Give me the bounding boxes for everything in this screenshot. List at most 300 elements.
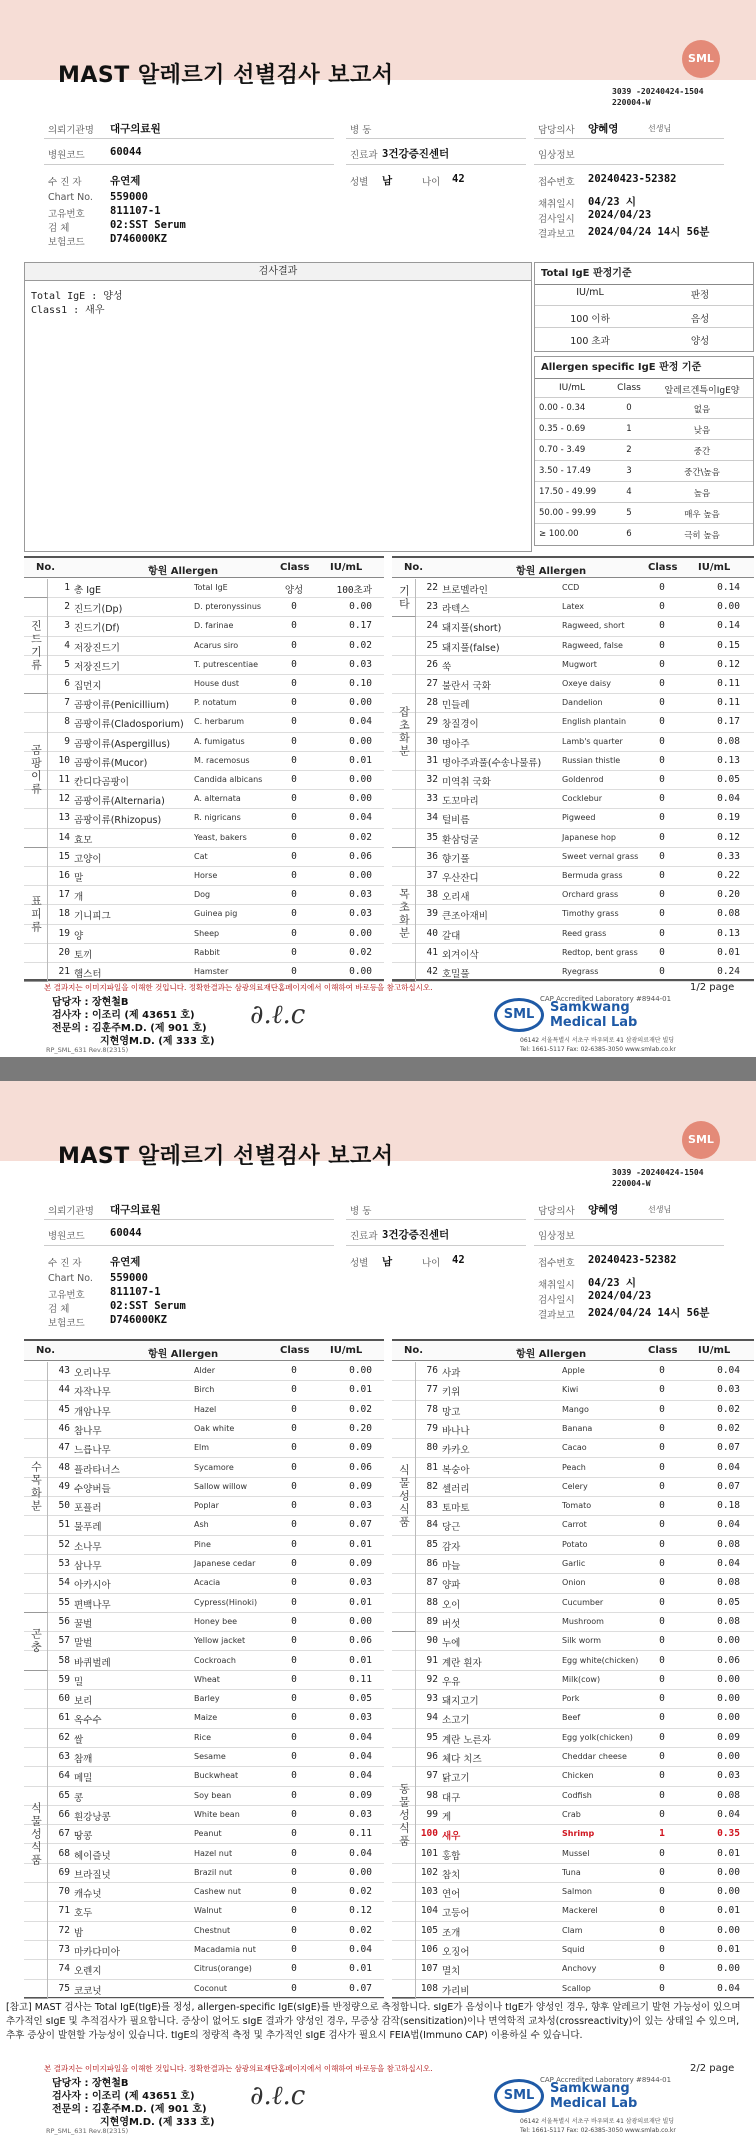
- criteria-class: 5: [626, 508, 632, 518]
- form-id: RP_SML_631 Rev.8(2315): [46, 2127, 129, 2135]
- criteria-range: 50.00 - 99.99: [539, 508, 597, 518]
- allergen-english: Oxeye daisy: [562, 679, 612, 688]
- allergen-english: Bermuda grass: [562, 871, 623, 880]
- specific-criteria-row: [535, 439, 753, 460]
- allergen-row: [392, 963, 754, 982]
- col-no: No.: [36, 562, 56, 573]
- allergen-iu: 0.11: [717, 678, 740, 689]
- allergen-english: Japanese cedar: [194, 1559, 256, 1568]
- allergen-korean: 진드기(Dp): [74, 604, 123, 616]
- allergen-iu: 0.08: [717, 1789, 740, 1801]
- allergen-english: Cypress(Hinoki): [194, 1597, 258, 1607]
- allergen-class: 0: [291, 1558, 297, 1569]
- sex-label: 성별: [350, 1258, 369, 1269]
- allergen-class: 0: [659, 1770, 665, 1782]
- allergen-row: [392, 1806, 754, 1825]
- allergen-row: [24, 944, 384, 963]
- allergen-english: Cockroach: [194, 1655, 236, 1665]
- allergen-class: 0: [291, 1365, 297, 1376]
- allergen-english: Birch: [194, 1385, 215, 1395]
- allergen-class: 0: [291, 658, 297, 670]
- allergen-iu: 0.08: [717, 735, 740, 747]
- ward-label: 병 동: [350, 1206, 372, 1217]
- allergen-korean: 아카시아: [74, 1580, 111, 1592]
- allergen-row: [24, 1459, 384, 1478]
- allergen-row: [392, 925, 754, 944]
- specific-ige-criteria: [534, 356, 754, 546]
- allergen-english: Dandelion: [562, 698, 603, 708]
- allergen-class: 0: [659, 1442, 665, 1454]
- allergen-english: Sallow willow: [194, 1481, 248, 1491]
- doctor-value: 양혜영: [588, 1204, 619, 1216]
- allergen-english: Timothy grass: [562, 909, 619, 919]
- allergen-iu: 0.35: [717, 1828, 740, 1840]
- dept-value: 3건강증진센터: [382, 1229, 450, 1241]
- allergen-class: 0: [291, 1461, 297, 1473]
- allergen-no: 35: [426, 831, 438, 843]
- allergen-row: [24, 1574, 384, 1593]
- barcode-value: D746000KZ: [110, 1314, 167, 1326]
- allergen-class: 0: [291, 1442, 297, 1454]
- allergen-english: Citrus(orange): [194, 1964, 252, 1974]
- chart-value: 559000: [110, 1272, 148, 1284]
- allergen-class: 0: [659, 639, 665, 651]
- allergen-row: [392, 1652, 754, 1671]
- allergen-korean: 연어: [442, 1889, 461, 1901]
- allergen-korean: 칸디다곰팡이: [74, 777, 130, 788]
- allergen-no: 3: [64, 620, 70, 632]
- allergen-row: [24, 1652, 384, 1671]
- allergen-no: 53: [58, 1558, 70, 1569]
- allergen-english: Mushroom: [562, 1616, 604, 1626]
- allergen-class: 0: [291, 1538, 297, 1550]
- allergen-english: D. farinae: [194, 621, 234, 631]
- allergen-class: 0: [659, 601, 665, 613]
- allergen-row: [392, 1825, 754, 1844]
- allergen-iu: 0.03: [349, 1500, 372, 1512]
- allergen-no: 29: [426, 716, 438, 728]
- sex-value: 남: [382, 175, 393, 187]
- criteria-range: 0.70 - 3.49: [539, 445, 586, 455]
- allergen-no: 92: [426, 1673, 438, 1685]
- allergen-english: Pigweed: [562, 813, 596, 823]
- allergen-no: 54: [58, 1577, 70, 1589]
- allergen-english: Beef: [562, 1713, 581, 1723]
- allergen-iu: 0.00: [349, 927, 372, 939]
- allergen-korean: 캐슈넛: [74, 1889, 102, 1901]
- allergen-row: [24, 963, 384, 982]
- allergen-english: Wheat: [194, 1674, 220, 1684]
- allergen-class: 0: [291, 793, 297, 805]
- allergen-class: 0: [291, 620, 297, 632]
- allergen-class: 0: [659, 812, 665, 824]
- allergen-english: Pine: [194, 1539, 211, 1549]
- allergen-korean: 헤이즐넛: [74, 1850, 111, 1862]
- allergen-no: 8: [64, 716, 70, 728]
- allergen-iu: 0.09: [349, 1558, 372, 1569]
- allergen-row: [392, 1478, 754, 1497]
- allergen-iu: 0.00: [349, 793, 372, 805]
- allergen-iu: 0.03: [717, 1384, 740, 1396]
- allergen-korean: 계란 흰자: [442, 1657, 482, 1669]
- allergen-no: 9: [64, 735, 70, 747]
- allergen-row: [392, 848, 754, 867]
- criteria-range: ≥ 100.00: [539, 529, 579, 539]
- allergen-row: [24, 1787, 384, 1806]
- allergen-no: 12: [58, 793, 70, 805]
- allergen-no: 99: [426, 1808, 438, 1820]
- allergen-english: Sesame: [194, 1752, 226, 1761]
- allergen-class: 0: [659, 1808, 665, 1820]
- allergen-row: [24, 579, 384, 598]
- allergen-iu: 0.02: [349, 1403, 372, 1415]
- allergen-no: 106: [420, 1944, 438, 1955]
- group-label: 동물성식품: [392, 1632, 416, 1999]
- allergen-iu: 0.14: [717, 620, 740, 632]
- allergen-row: [24, 1362, 384, 1381]
- allergen-english: Milk(cow): [562, 1674, 601, 1684]
- allergen-korean: 햄스터: [74, 969, 102, 980]
- allergen-korean: 가리비: [442, 1985, 470, 1997]
- allergen-iu: 0.03: [349, 889, 372, 901]
- allergen-class: 0: [659, 1365, 665, 1376]
- total-ige-criteria: [534, 262, 754, 352]
- col-iu: IU/mL: [330, 562, 363, 573]
- allergen-korean: 자작나무: [74, 1387, 111, 1399]
- allergen-english: Celery: [562, 1481, 588, 1491]
- allergen-row: [24, 1845, 384, 1864]
- allergen-row: [24, 1729, 384, 1748]
- tested-label: 검사일시: [538, 214, 575, 225]
- allergen-korean: 소나무: [74, 1541, 102, 1553]
- allergen-row: [24, 1671, 384, 1690]
- allergen-english: Silk worm: [562, 1636, 602, 1646]
- allergen-iu: 0.20: [349, 1422, 372, 1434]
- allergen-korean: 곰팡이류(Penicillium): [74, 700, 170, 712]
- allergen-iu: 0.09: [717, 1731, 740, 1743]
- allergen-iu: 0.05: [717, 774, 740, 785]
- allergen-row: [24, 733, 384, 752]
- allergen-iu: 0.04: [349, 1770, 372, 1782]
- allergen-korean: 느릅나무: [74, 1445, 111, 1457]
- total-criteria-title: Total IgE 판정기준: [535, 263, 753, 285]
- allergen-korean: 조개: [442, 1927, 461, 1939]
- signature-block: 담당자 : 장현철B 검사자 : 이조리 (제 43651 호) 전문의 : 김훈주M.D. (제 901 호) 지현영M.D. (제 333 호): [52, 997, 215, 1047]
- lab-address: 06142 서울특별시 서초구 바우뫼로 41 삼광의료재단 빌딩 Tel: 1661-5117 Fax: 02-6385-3050 www.smlab.co.kr: [520, 2118, 676, 2134]
- allergen-class: 0: [659, 927, 665, 939]
- allergen-no: 28: [426, 697, 438, 709]
- barcode-label: 보험코드: [48, 1318, 85, 1329]
- allergen-class: 0: [659, 1712, 665, 1724]
- allergen-row: [24, 1864, 384, 1883]
- allergen-korean: 곰팡이류(Rhizopus): [74, 815, 162, 827]
- uid-label: 고유번호: [48, 209, 85, 220]
- criteria-level: 낮음: [693, 426, 711, 436]
- barcode-label: 보험코드: [48, 237, 85, 248]
- result-header: 검사결과: [25, 263, 531, 281]
- allergen-iu: 0.08: [717, 1538, 740, 1550]
- name-label: 수 진 자: [48, 1258, 82, 1269]
- allergen-row: [24, 656, 384, 675]
- allergen-iu: 0.01: [349, 1538, 372, 1550]
- signature-image: ∂.ℓ.c: [250, 2081, 306, 2111]
- allergen-korean: 참깨: [74, 1754, 93, 1765]
- allergen-no: 83: [426, 1500, 438, 1512]
- lab-address: 06142 서울특별시 서초구 바우뫼로 41 삼광의료재단 빌딩 Tel: 1661-5117 Fax: 02-6385-3050 www.smlab.co.kr: [520, 1037, 676, 1053]
- allergen-english: Japanese hop: [562, 832, 616, 842]
- allergen-korean: 땅콩: [74, 1831, 93, 1843]
- allergen-english: Poplar: [194, 1501, 219, 1511]
- allergen-row: [24, 1806, 384, 1825]
- allergen-korean: 불란서 국화: [442, 681, 491, 692]
- uid-value: 811107-1: [110, 1286, 161, 1298]
- allergen-korean: 편백나무: [74, 1599, 111, 1611]
- allergen-no: 81: [426, 1461, 438, 1473]
- allergen-row: [392, 1497, 754, 1516]
- allergen-korean: 외겨이삭: [442, 949, 479, 961]
- allergen-no: 43: [58, 1365, 70, 1376]
- allergen-iu: 0.12: [717, 831, 740, 843]
- allergen-english: Hazel: [194, 1404, 217, 1414]
- allergen-english: Chicken: [562, 1771, 594, 1781]
- allergen-english: Banana: [562, 1423, 593, 1433]
- allergen-korean: 마카다미아: [74, 1947, 120, 1958]
- specific-criteria-row: [535, 523, 753, 544]
- allergen-iu: 0.00: [349, 697, 372, 709]
- allergen-korean: 키위: [442, 1387, 461, 1399]
- allergen-class: 0: [291, 1789, 297, 1801]
- allergen-row: [392, 1883, 754, 1902]
- allergen-english: Potato: [562, 1539, 588, 1549]
- code-value: 60044: [110, 146, 142, 158]
- allergen-english: Egg yolk(chicken): [562, 1732, 633, 1742]
- allergen-class: 0: [659, 1944, 665, 1955]
- allergen-korean: 호밀풀: [442, 969, 470, 980]
- allergen-row: [392, 1536, 754, 1555]
- allergen-class: 0: [659, 1519, 665, 1531]
- allergen-english: Rabbit: [194, 947, 220, 957]
- specific-criteria-col1: IU/mL: [558, 383, 586, 393]
- allergen-korean: 토끼: [74, 949, 93, 961]
- allergen-row: [24, 1420, 384, 1439]
- samkwang-logo: SML Samkwang Medical Lab: [494, 998, 637, 1032]
- reported-value: 2024/04/24 14시 56분: [588, 226, 710, 238]
- allergen-row: [392, 1420, 754, 1439]
- allergen-korean: 새우: [442, 1831, 461, 1843]
- allergen-iu: 0.04: [349, 716, 372, 728]
- table-header: [392, 1341, 754, 1361]
- age-label: 나이: [422, 1258, 441, 1269]
- allergen-english: Hazel nut: [194, 1848, 233, 1858]
- allergen-iu: 0.03: [349, 1808, 372, 1820]
- age-value: 42: [452, 173, 465, 185]
- allergen-row: [24, 925, 384, 944]
- allergen-english: Barley: [194, 1694, 220, 1704]
- allergen-no: 87: [426, 1577, 438, 1589]
- allergen-korean: 집먼지: [74, 681, 102, 692]
- allergen-no: 98: [426, 1789, 438, 1801]
- allergen-no: 49: [58, 1480, 70, 1492]
- col-allergen: 항원 Allergen: [148, 566, 219, 577]
- col-class: Class: [280, 1345, 310, 1356]
- allergen-class: 0: [291, 774, 297, 785]
- total-criteria-row: [535, 305, 753, 327]
- allergen-english: Goldenrod: [562, 775, 604, 784]
- allergen-korean: 곰팡이류(Cladosporium): [74, 719, 184, 731]
- allergen-class: 0: [659, 754, 665, 766]
- allergen-no: 70: [58, 1886, 70, 1898]
- total-criteria-col2: 판정: [690, 290, 710, 301]
- allergen-korean: 저장진드기: [74, 661, 120, 673]
- allergen-class: 0: [291, 1384, 297, 1396]
- allergen-korean: 고등어: [442, 1908, 470, 1920]
- allergen-row: [392, 790, 754, 809]
- allergen-no: 6: [64, 678, 70, 689]
- allergen-korean: 도꼬마리: [442, 796, 479, 808]
- collect-label: 채취일시: [538, 1280, 575, 1291]
- allergen-english: P. notatum: [194, 698, 237, 708]
- allergen-class: 0: [659, 1673, 665, 1685]
- allergen-no: 108: [420, 1982, 438, 1994]
- allergen-english: Horse: [194, 871, 218, 880]
- allergen-no: 72: [58, 1924, 70, 1936]
- allergen-no: 32: [426, 774, 438, 785]
- allergen-korean: 포플러: [74, 1503, 102, 1515]
- allergen-iu: 100초과: [336, 585, 372, 596]
- allergen-iu: 0.00: [717, 1963, 740, 1975]
- allergen-row: [392, 1613, 754, 1632]
- allergen-korean: 오징어: [442, 1947, 470, 1958]
- allergen-iu: 0.00: [717, 1673, 740, 1685]
- allergen-row: [24, 1902, 384, 1921]
- allergen-iu: 0.18: [717, 1500, 740, 1512]
- allergen-no: 44: [58, 1384, 70, 1396]
- receipt-value: 20240423-52382: [588, 1254, 677, 1266]
- allergen-no: 41: [426, 946, 438, 958]
- allergen-korean: 돼지고기: [442, 1696, 479, 1708]
- allergen-korean: 물푸레: [74, 1522, 102, 1534]
- allergen-iu: 0.02: [349, 946, 372, 958]
- footer-warning: 본 결과지는 이미지파일을 이해한 것입니다. 정확한결과는 삼광의료재단홈페이지에서 이해하여 바로등을 참고하십시오.: [44, 983, 433, 992]
- allergen-english: Chestnut: [194, 1925, 231, 1935]
- barcode-value: D746000KZ: [110, 233, 167, 245]
- criteria-class: 3: [626, 466, 632, 476]
- criteria-result: 양성: [690, 336, 710, 347]
- clinical-label: 임상정보: [538, 1231, 575, 1242]
- result-class1: Class1 : 새우: [31, 305, 105, 316]
- allergen-no: 7: [64, 697, 70, 709]
- allergen-english: CCD: [562, 583, 580, 592]
- allergen-row: [24, 1536, 384, 1555]
- allergen-class: 0: [659, 1480, 665, 1492]
- group-label: 기타: [392, 579, 416, 617]
- allergen-class: 0: [291, 639, 297, 651]
- doctor-label: 담당의사: [538, 125, 575, 136]
- allergen-row: [24, 1555, 384, 1574]
- specimen-label: 검 체: [48, 1304, 70, 1315]
- allergen-no: 22: [426, 582, 438, 593]
- allergen-english: Clam: [562, 1925, 583, 1935]
- chart-label: Chart No.: [48, 192, 93, 203]
- allergen-no: 11: [58, 774, 70, 785]
- allergen-iu: 0.00: [717, 1635, 740, 1647]
- allergen-row: [392, 617, 754, 636]
- allergen-no: 103: [420, 1886, 438, 1898]
- allergen-class: 0: [291, 735, 297, 747]
- group-label: 목초화분: [392, 848, 416, 982]
- allergen-korean: 홍합: [442, 1850, 461, 1862]
- allergen-english: Onion: [562, 1578, 586, 1588]
- allergen-row: [24, 1381, 384, 1400]
- allergen-row: [392, 1709, 754, 1728]
- allergen-korean: 셀러리: [442, 1483, 470, 1495]
- allergen-korean: 게: [442, 1811, 452, 1823]
- patient-info: [0, 108, 756, 258]
- page-number: 1/2 page: [690, 982, 735, 993]
- allergen-korean: 양: [74, 930, 84, 942]
- allergen-row: [24, 809, 384, 828]
- allergen-korean: 총 IgE: [74, 585, 102, 596]
- allergen-row: [392, 1864, 754, 1883]
- allergen-korean: 닭고기: [442, 1773, 470, 1785]
- allergen-iu: 0.02: [349, 639, 372, 651]
- allergen-no: 57: [58, 1635, 70, 1647]
- allergen-english: Carrot: [562, 1520, 587, 1530]
- allergen-no: 1: [64, 582, 70, 593]
- code-value: 60044: [110, 1227, 142, 1239]
- allergen-korean: 저장진드기: [74, 642, 120, 654]
- allergen-english: M. racemosus: [194, 755, 250, 765]
- name-label: 수 진 자: [48, 177, 82, 188]
- allergen-korean: 명아주: [442, 738, 470, 750]
- allergen-class: 0: [659, 1751, 665, 1762]
- allergen-no: 96: [426, 1751, 438, 1762]
- allergen-korean: 옥수수: [74, 1715, 102, 1727]
- criteria-class: 2: [626, 445, 632, 455]
- allergen-english: T. putrescentiae: [194, 659, 259, 669]
- allergen-class: 0: [291, 1944, 297, 1955]
- allergen-english: Ryegrass: [562, 967, 599, 976]
- group-label: 곤충: [24, 1613, 48, 1671]
- allergen-korean: 개암나무: [74, 1406, 111, 1418]
- allergen-class: 0: [291, 1577, 297, 1589]
- page-number: 2/2 page: [690, 2063, 735, 2074]
- allergen-english: Buckwheat: [194, 1771, 239, 1781]
- allergen-row: [392, 1729, 754, 1748]
- collect-value: 04/23 시: [588, 196, 637, 208]
- allergen-iu: 0.03: [349, 1712, 372, 1724]
- allergen-row: [392, 1439, 754, 1458]
- col-no: No.: [36, 1345, 56, 1356]
- allergen-row: [392, 1787, 754, 1806]
- allergen-iu: 0.13: [717, 754, 740, 766]
- allergen-no: 26: [426, 658, 438, 670]
- allergen-no: 31: [426, 754, 438, 766]
- collect-value: 04/23 시: [588, 1277, 637, 1289]
- allergen-no: 18: [58, 908, 70, 920]
- allergen-no: 95: [426, 1731, 438, 1743]
- allergen-korean: 콩: [74, 1792, 84, 1804]
- reported-label: 결과보고: [538, 1310, 575, 1321]
- allergen-english: A. alternata: [194, 794, 241, 804]
- allergen-iu: 0.04: [349, 812, 372, 824]
- allergen-class: 0: [659, 1403, 665, 1415]
- reported-label: 결과보고: [538, 229, 575, 240]
- allergen-english: Salmon: [562, 1887, 592, 1897]
- allergen-no: 85: [426, 1538, 438, 1550]
- allergen-iu: 0.08: [717, 908, 740, 920]
- criteria-class: 0: [626, 403, 632, 413]
